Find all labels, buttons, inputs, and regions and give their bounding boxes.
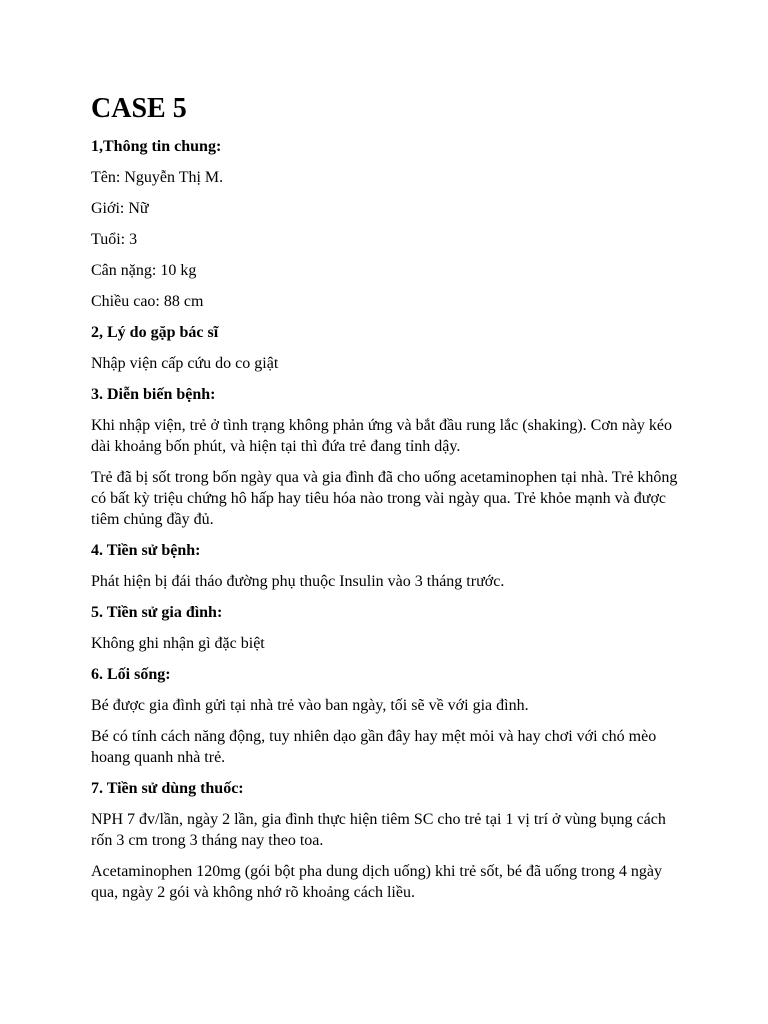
section-lifestyle — [91, 664, 688, 768]
paragraph: Phát hiện bị đái tháo đường phụ thuộc Insulin vào 3 tháng trước. — [91, 573, 505, 590]
section-reason-for-visit — [91, 322, 688, 374]
section-family-history — [91, 602, 688, 654]
section-heading: 7. Tiền sử dùng thuốc: — [91, 780, 244, 797]
section-heading: 4. Tiền sử bệnh: — [91, 542, 201, 559]
section-medication-history — [91, 778, 688, 903]
section-heading: 2, Lý do gặp bác sĩ — [91, 324, 219, 341]
section-heading: 5. Tiền sử gia đình: — [91, 604, 223, 621]
paragraph: Trẻ đã bị sốt trong bốn ngày qua và gia đình đã cho uống acetaminophen tại nhà. Trẻ không có bất kỳ triệu chứng hô hấp hay tiêu hóa nào trong vài ngày qua. Trẻ khỏe mạnh và được tiêm chủng đầy đủ. — [91, 469, 678, 528]
paragraph: Khi nhập viện, trẻ ở tình trạng không phản ứng và bắt đầu rung lắc (shaking). Cơn này kéo dài khoảng bốn phút, và hiện tại thì đứa trẻ đang tỉnh dậy. — [91, 417, 673, 455]
section-disease-progression — [91, 384, 688, 530]
section-heading: 3. Diễn biến bệnh: — [91, 386, 216, 403]
paragraph: NPH 7 đv/lần, ngày 2 lần, gia đình thực hiện tiêm SC cho trẻ tại 1 vị trí ở vùng bụng cách rốn 3 cm trong 3 tháng nay theo toa. — [91, 811, 666, 849]
field-height: Chiều cao: 88 cm — [91, 293, 204, 310]
section-medical-history — [91, 540, 688, 592]
document-title: CASE 5 — [91, 93, 187, 124]
section-heading: 6. Lối sống: — [91, 666, 171, 683]
field-age: Tuổi: 3 — [91, 231, 138, 248]
paragraph: Bé được gia đình gửi tại nhà trẻ vào ban ngày, tối sẽ về với gia đình. — [91, 697, 529, 714]
section-heading: 1,Thông tin chung: — [91, 138, 222, 155]
paragraph: Nhập viện cấp cứu do co giật — [91, 355, 279, 372]
section-general-info — [91, 136, 688, 312]
paragraph: Acetaminophen 120mg (gói bột pha dung dịch uống) khi trẻ sốt, bé đã uống trong 4 ngày qua, ngày 2 gói và không nhớ rõ khoảng cách liều. — [91, 863, 663, 901]
paragraph: Không ghi nhận gì đặc biệt — [91, 635, 265, 652]
field-name: Tên: Nguyễn Thị M. — [91, 169, 224, 186]
field-weight: Cân nặng: 10 kg — [91, 262, 197, 279]
paragraph: Bé có tính cách năng động, tuy nhiên dạo gần đây hay mệt mỏi và hay chơi với chó mèo hoang quanh nhà trẻ. — [91, 728, 657, 766]
field-gender: Giới: Nữ — [91, 200, 149, 217]
